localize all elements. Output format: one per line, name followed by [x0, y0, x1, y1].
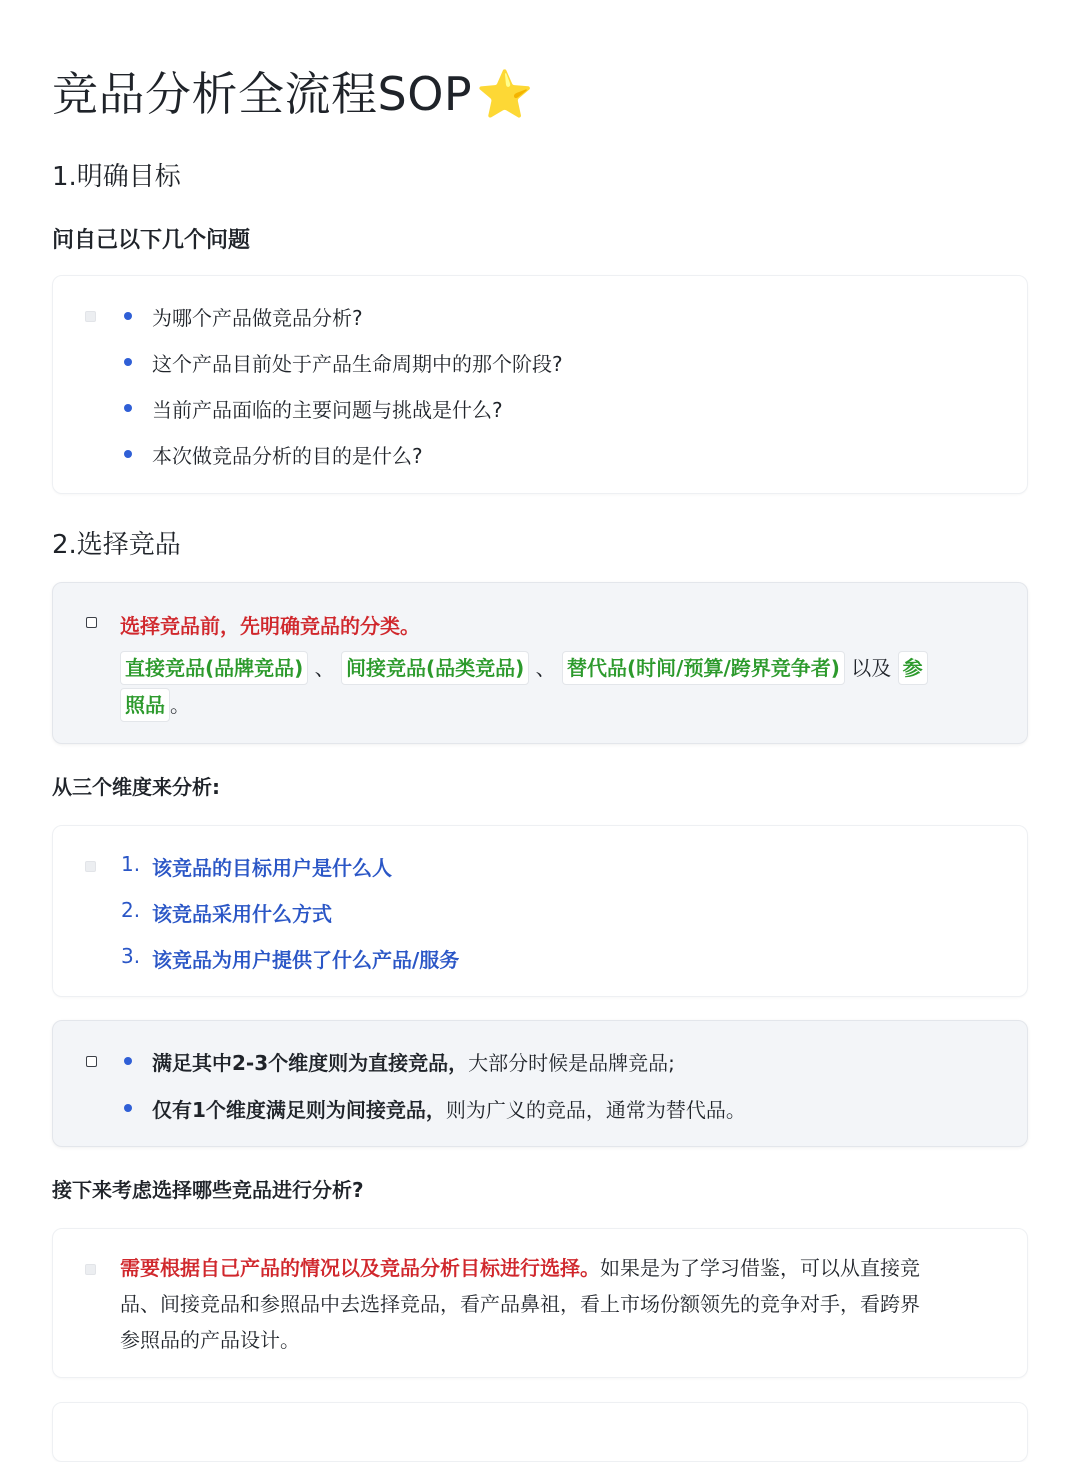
dimension-item: 该竞品为用户提供了什么产品/服务 [152, 948, 460, 972]
dimensions-callout [52, 825, 1028, 997]
rules-callout [52, 1020, 1028, 1147]
category-note: 选择竞品前，先明确竞品的分类。 [120, 614, 420, 638]
subheading-which-competitors: 接下来考虑选择哪些竞品进行分析? [52, 1178, 364, 1202]
separator: 、 [314, 656, 335, 680]
tag-indirect-competitor: 间接竞品(品类竞品) [341, 651, 529, 685]
checkbox[interactable] [86, 617, 97, 628]
bullet-icon [124, 1104, 132, 1112]
rule-item [152, 1094, 746, 1123]
rule-text: 大部分时候是品牌竞品; [468, 1051, 675, 1075]
section-heading-select: 2.选择竞品 [52, 530, 181, 560]
bullet-icon [124, 1057, 132, 1065]
list-number: 1. [121, 852, 141, 876]
tag-reference-a: 参 [898, 651, 928, 685]
bullet-icon [124, 312, 132, 320]
selection-line-2: 品、间接竞品和参照品中去选择竞品，看产品鼻祖，看上市场份额领先的竞争对手，看跨界 [120, 1292, 920, 1316]
checkbox[interactable] [85, 861, 96, 872]
dimension-item: 该竞品的目标用户是什么人 [152, 856, 392, 880]
bullet-icon [124, 404, 132, 412]
separator: 、 [535, 656, 556, 680]
checkbox[interactable] [86, 1056, 97, 1067]
subheading-questions: 问自己以下几个问题 [52, 228, 251, 253]
rule-bold: 满足其中2-3个维度则为直接竞品， [152, 1051, 469, 1075]
bullet-icon [124, 358, 132, 366]
question-item: 当前产品面临的主要问题与挑战是什么? [152, 398, 503, 422]
rule-bold: 仅有1个维度满足则为间接竞品， [152, 1098, 446, 1122]
category-list-cont [120, 687, 190, 723]
joiner-text: 以及 [851, 656, 892, 680]
section-heading-goal: 1.明确目标 [52, 162, 181, 192]
next-callout [52, 1402, 1028, 1462]
checkbox[interactable] [85, 311, 96, 322]
period: 。 [170, 693, 190, 717]
tag-reference-b: 照品 [120, 688, 170, 722]
checkbox[interactable] [85, 1264, 96, 1275]
page-title [52, 58, 534, 124]
selection-highlight: 需要根据自己产品的情况以及竞品分析目标进行选择。 [120, 1256, 600, 1280]
dimension-item: 该竞品采用什么方式 [152, 902, 332, 926]
question-item: 这个产品目前处于产品生命周期中的那个阶段? [152, 352, 563, 376]
rule-text: 则为广义的竞品，通常为替代品。 [445, 1098, 746, 1122]
page-title-text: 竞品分析全流程SOP [52, 67, 473, 121]
rule-item [152, 1047, 675, 1076]
selection-callout [52, 1228, 1028, 1378]
category-list [120, 650, 1010, 686]
tag-direct-competitor: 直接竞品(品牌竞品) [120, 651, 308, 685]
tag-substitute: 替代品(时间/预算/跨界竞争者) [562, 651, 845, 685]
star-icon: ⭐ [476, 67, 534, 121]
selection-line-1 [120, 1250, 920, 1286]
selection-line-3: 参照品的产品设计。 [120, 1328, 300, 1352]
category-callout [52, 582, 1028, 744]
selection-text: 如果是为了学习借鉴，可以从直接竞 [600, 1256, 920, 1280]
list-number: 3. [121, 944, 141, 968]
list-number: 2. [121, 898, 141, 922]
subheading-dimensions: 从三个维度来分析: [52, 775, 220, 799]
question-item: 为哪个产品做竞品分析? [152, 306, 363, 330]
bullet-icon [124, 450, 132, 458]
question-item: 本次做竞品分析的目的是什么? [152, 444, 423, 468]
questions-callout [52, 275, 1028, 494]
